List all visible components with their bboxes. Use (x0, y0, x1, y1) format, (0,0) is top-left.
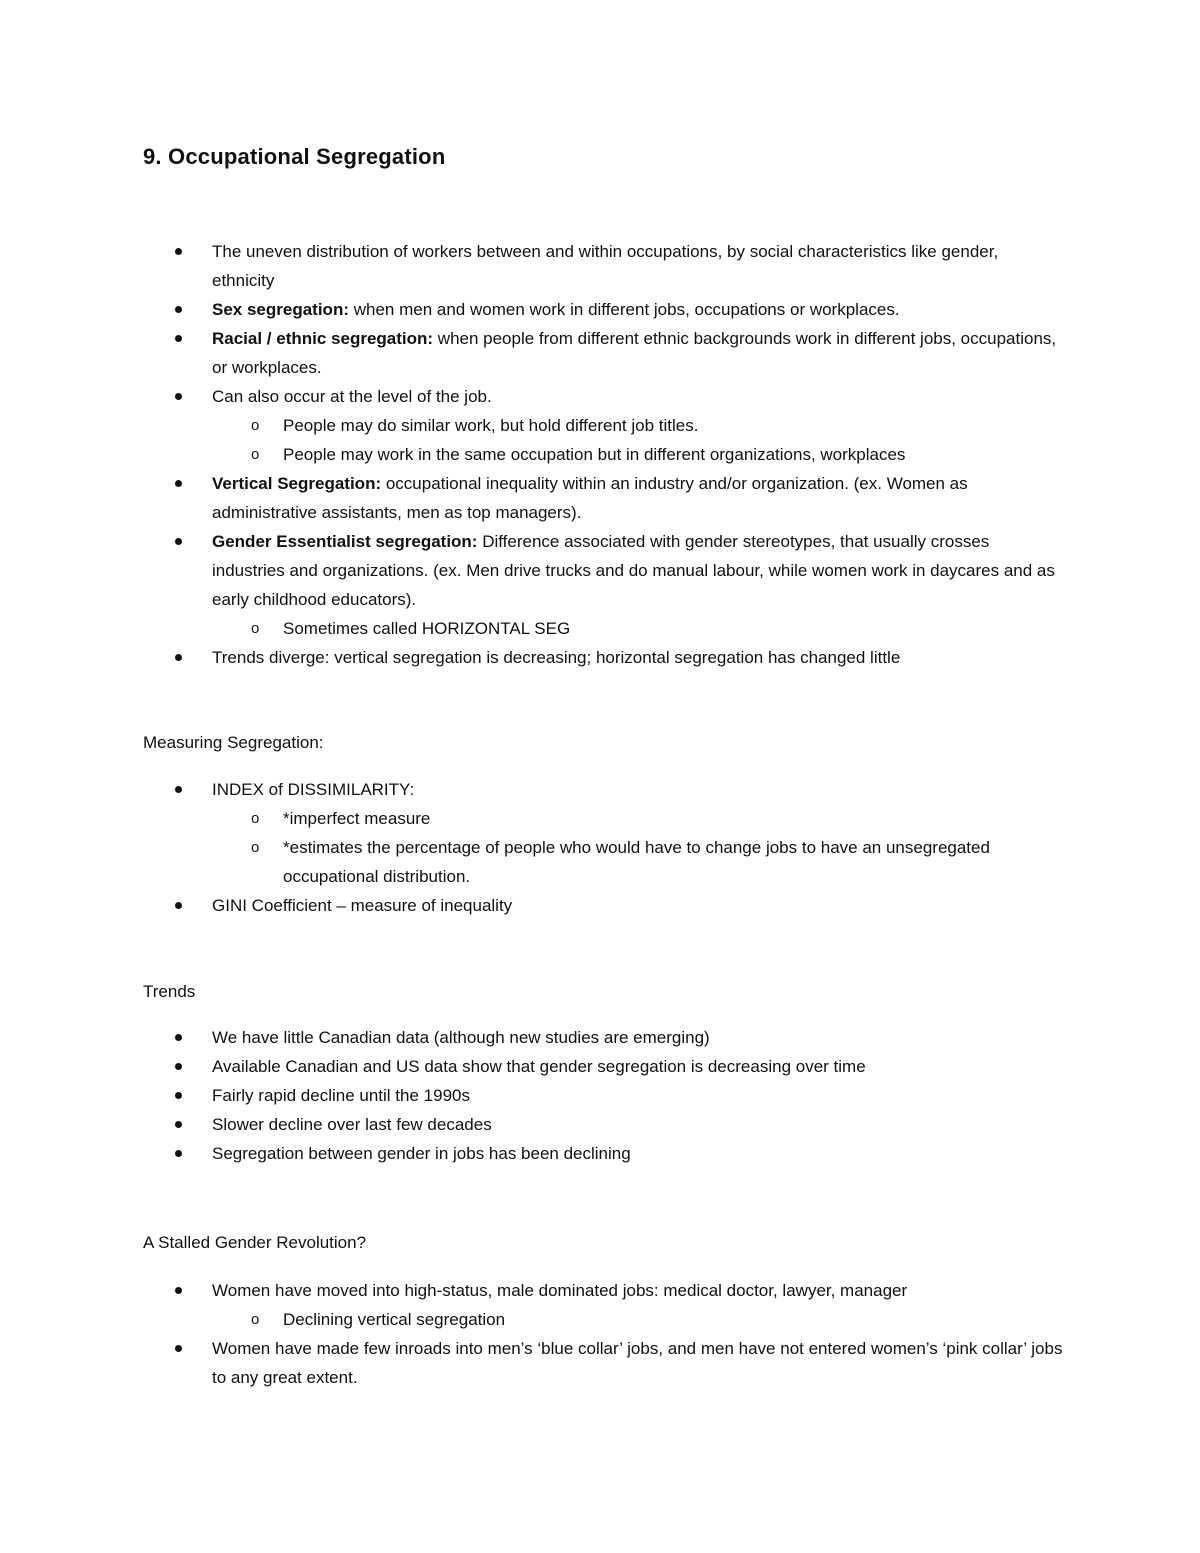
sub-list-item: o People may do similar work, but hold different job titles. (143, 411, 1063, 440)
list-item: The uneven distribution of workers between and within occupations, by social characteristics like gender, ethnicity (143, 237, 1063, 295)
term-label: Sex segregation: (212, 300, 349, 319)
term-label: Vertical Segregation: (212, 474, 382, 493)
list-item: Gender Essentialist segregation: Difference associated with gender stereotypes, that usually crosses industries and organizations. (ex. Men drive trucks and do manual labour, while women work in daycares and as early childhood educators). (143, 527, 1063, 614)
sub-list-item: o People may work in the same occupation but in different organizations, workplaces (143, 440, 1063, 469)
definitions-list (143, 237, 1063, 672)
page-title: 9. Occupational Segregation (143, 144, 446, 169)
list-item: We have little Canadian data (although new studies are emerging) (143, 1023, 1063, 1052)
list-item: Segregation between gender in jobs has been declining (143, 1139, 1063, 1168)
sub-list-item: o *imperfect measure (143, 804, 1063, 833)
measuring-list (143, 775, 1063, 920)
list-item: GINI Coefficient – measure of inequality (143, 891, 1063, 920)
term-label: Gender Essentialist segregation: (212, 532, 478, 551)
list-item: Trends diverge: vertical segregation is decreasing; horizontal segregation has changed little (143, 643, 1063, 672)
list-item: Sex segregation: when men and women work in different jobs, occupations or workplaces. (143, 295, 1063, 324)
trends-list (143, 1023, 1063, 1168)
term-label: Racial / ethnic segregation: (212, 329, 434, 348)
stalled-revolution-list (143, 1276, 1063, 1392)
sub-list-item: o Declining vertical segregation (143, 1305, 1063, 1334)
list-item: Fairly rapid decline until the 1990s (143, 1081, 1063, 1110)
list-item: INDEX of DISSIMILARITY: (143, 775, 1063, 804)
list-item: Available Canadian and US data show that gender segregation is decreasing over time (143, 1052, 1063, 1081)
list-item: Vertical Segregation: occupational inequality within an industry and/or organization. (ex. Women as administrative assistants, men as top managers). (143, 469, 1063, 527)
section-heading-trends: Trends (143, 982, 196, 1001)
sub-list-item: o *estimates the percentage of people who would have to change jobs to have an unsegregated occupational distribution. (143, 833, 1063, 891)
list-item: Racial / ethnic segregation: when people from different ethnic backgrounds work in different jobs, occupations, or workplaces. (143, 324, 1063, 382)
sub-list-item: o Sometimes called HORIZONTAL SEG (143, 614, 1063, 643)
section-heading-measuring: Measuring Segregation: (143, 733, 324, 752)
list-item: Slower decline over last few decades (143, 1110, 1063, 1139)
list-item: Women have moved into high-status, male dominated jobs: medical doctor, lawyer, manager (143, 1276, 1063, 1305)
list-item: Can also occur at the level of the job. (143, 382, 1063, 411)
section-heading-stalled-revolution: A Stalled Gender Revolution? (143, 1233, 367, 1252)
list-item: Women have made few inroads into men’s ‘blue collar’ jobs, and men have not entered women’s ‘pink collar’ jobs to any great extent. (143, 1334, 1063, 1392)
